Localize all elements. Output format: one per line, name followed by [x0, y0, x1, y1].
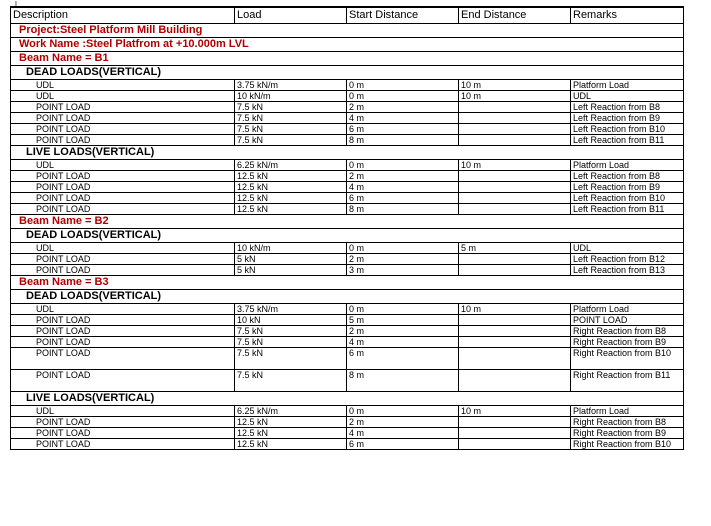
load-group-row	[11, 290, 684, 304]
cell-description: POINT LOAD	[11, 124, 235, 135]
cell-start-distance: 4 m	[347, 182, 459, 193]
cell-end-distance	[459, 135, 571, 146]
cell-load: 5 kN	[235, 265, 347, 276]
table-row	[11, 304, 684, 315]
cell-end-distance	[459, 171, 571, 182]
cell-start-distance: 6 m	[347, 124, 459, 135]
cell-remarks: Left Reaction from B11	[571, 204, 684, 215]
cell-remarks: Platform Load	[571, 80, 684, 91]
table-row	[11, 102, 684, 113]
cell-end-distance: 10 m	[459, 160, 571, 171]
cell-end-distance	[459, 315, 571, 326]
cell-remarks: Left Reaction from B13	[571, 265, 684, 276]
load-table	[10, 6, 684, 450]
cell-end-distance: 10 m	[459, 91, 571, 102]
cell-remarks: Left Reaction from B10	[571, 193, 684, 204]
beam-name: Beam Name = B1	[11, 52, 684, 66]
cell-start-distance: 2 m	[347, 102, 459, 113]
table-row	[11, 204, 684, 215]
cell-load: 7.5 kN	[235, 102, 347, 113]
load-group-row	[11, 229, 684, 243]
table-row	[11, 439, 684, 450]
cell-description: UDL	[11, 406, 235, 417]
cell-start-distance: 2 m	[347, 171, 459, 182]
cell-start-distance: 2 m	[347, 417, 459, 428]
cell-remarks: Left Reaction from B10	[571, 124, 684, 135]
load-group-title: LIVE LOADS(VERTICAL)	[11, 146, 684, 160]
table-row	[11, 315, 684, 326]
cell-start-distance: 0 m	[347, 91, 459, 102]
table-row	[11, 135, 684, 146]
cell-load: 3.75 kN/m	[235, 304, 347, 315]
cell-description: POINT LOAD	[11, 254, 235, 265]
cell-load: 7.5 kN	[235, 326, 347, 337]
cell-load: 7.5 kN	[235, 337, 347, 348]
cell-end-distance: 10 m	[459, 304, 571, 315]
cell-end-distance	[459, 124, 571, 135]
column-header-description[interactable]: Description	[11, 7, 235, 24]
cell-remarks: Left Reaction from B11	[571, 135, 684, 146]
cell-remarks: Left Reaction from B12	[571, 254, 684, 265]
table-row	[11, 348, 684, 370]
cell-description: POINT LOAD	[11, 370, 235, 392]
cell-description: UDL	[11, 80, 235, 91]
cell-description: POINT LOAD	[11, 265, 235, 276]
cell-remarks: Right Reaction from B9	[571, 428, 684, 439]
table-header-row	[11, 7, 684, 24]
cell-end-distance	[459, 370, 571, 392]
cell-remarks: Right Reaction from B9	[571, 337, 684, 348]
beam-name-row	[11, 215, 684, 229]
cell-end-distance: 5 m	[459, 243, 571, 254]
cell-description: POINT LOAD	[11, 182, 235, 193]
cell-load: 6.25 kN/m	[235, 406, 347, 417]
cell-load: 12.5 kN	[235, 204, 347, 215]
table-row	[11, 80, 684, 91]
cell-load: 5 kN	[235, 254, 347, 265]
cell-description: POINT LOAD	[11, 439, 235, 450]
beam-name: Beam Name = B2	[11, 215, 684, 229]
cell-remarks: Platform Load	[571, 304, 684, 315]
column-header-start-distance[interactable]: Start Distance	[347, 7, 459, 24]
cell-load: 6.25 kN/m	[235, 160, 347, 171]
cell-description: POINT LOAD	[11, 171, 235, 182]
cell-end-distance: 10 m	[459, 80, 571, 91]
cell-remarks: Right Reaction from B11	[571, 370, 684, 392]
column-header-end-distance[interactable]: End Distance	[459, 7, 571, 24]
table-row	[11, 182, 684, 193]
table-row	[11, 370, 684, 392]
cell-description: POINT LOAD	[11, 326, 235, 337]
cell-description: POINT LOAD	[11, 337, 235, 348]
load-group-title: LIVE LOADS(VERTICAL)	[11, 392, 684, 406]
cell-start-distance: 4 m	[347, 337, 459, 348]
cell-description: POINT LOAD	[11, 315, 235, 326]
cell-load: 10 kN/m	[235, 91, 347, 102]
beam-name-row	[11, 52, 684, 66]
cell-end-distance	[459, 182, 571, 193]
cell-remarks: Right Reaction from B8	[571, 417, 684, 428]
cell-start-distance: 3 m	[347, 265, 459, 276]
cell-load: 7.5 kN	[235, 370, 347, 392]
load-group-title: DEAD LOADS(VERTICAL)	[11, 66, 684, 80]
cell-start-distance: 0 m	[347, 304, 459, 315]
cell-load: 3.75 kN/m	[235, 80, 347, 91]
load-group-row	[11, 146, 684, 160]
table-row	[11, 124, 684, 135]
column-header-load[interactable]: Load	[235, 7, 347, 24]
cell-remarks: UDL	[571, 91, 684, 102]
load-table-sheet	[10, 6, 683, 450]
cell-load: 12.5 kN	[235, 193, 347, 204]
cell-end-distance	[459, 204, 571, 215]
load-group-row	[11, 66, 684, 80]
cell-description: UDL	[11, 243, 235, 254]
cell-remarks: Right Reaction from B8	[571, 326, 684, 337]
table-row	[11, 171, 684, 182]
cell-start-distance: 6 m	[347, 348, 459, 370]
table-row	[11, 265, 684, 276]
cell-remarks: Right Reaction from B10	[571, 439, 684, 450]
cell-load: 7.5 kN	[235, 113, 347, 124]
cell-remarks: Left Reaction from B8	[571, 171, 684, 182]
table-row	[11, 254, 684, 265]
cell-remarks: Left Reaction from B8	[571, 102, 684, 113]
cell-end-distance	[459, 265, 571, 276]
beam-name-row	[11, 276, 684, 290]
cell-end-distance	[459, 348, 571, 370]
table-row	[11, 193, 684, 204]
cell-description: POINT LOAD	[11, 417, 235, 428]
table-row	[11, 337, 684, 348]
cell-load: 12.5 kN	[235, 417, 347, 428]
cell-load: 7.5 kN	[235, 124, 347, 135]
cell-end-distance	[459, 113, 571, 124]
project-row	[11, 24, 684, 38]
cell-remarks: POINT LOAD	[571, 315, 684, 326]
load-group-row	[11, 392, 684, 406]
table-row	[11, 243, 684, 254]
cell-start-distance: 6 m	[347, 193, 459, 204]
load-group-title: DEAD LOADS(VERTICAL)	[11, 290, 684, 304]
cell-remarks: Platform Load	[571, 160, 684, 171]
cell-end-distance	[459, 417, 571, 428]
cell-description: POINT LOAD	[11, 113, 235, 124]
table-row	[11, 417, 684, 428]
cell-remarks: Right Reaction from B10	[571, 348, 684, 370]
table-body	[11, 24, 684, 450]
cell-end-distance	[459, 439, 571, 450]
cell-start-distance: 4 m	[347, 113, 459, 124]
cell-start-distance: 8 m	[347, 135, 459, 146]
cell-start-distance: 8 m	[347, 370, 459, 392]
table-row	[11, 91, 684, 102]
table-row	[11, 326, 684, 337]
table-row	[11, 406, 684, 417]
cell-start-distance: 5 m	[347, 315, 459, 326]
cell-remarks: Left Reaction from B9	[571, 182, 684, 193]
cell-load: 10 kN/m	[235, 243, 347, 254]
cell-end-distance	[459, 428, 571, 439]
cell-remarks: Left Reaction from B9	[571, 113, 684, 124]
cell-start-distance: 0 m	[347, 80, 459, 91]
cell-start-distance: 0 m	[347, 243, 459, 254]
cell-start-distance: 6 m	[347, 439, 459, 450]
work-name-title: Work Name :Steel Platfrom at +10.000m LVL	[11, 38, 684, 52]
beam-name: Beam Name = B3	[11, 276, 684, 290]
cell-description: UDL	[11, 160, 235, 171]
table-row	[11, 113, 684, 124]
cell-end-distance	[459, 337, 571, 348]
cell-load: 12.5 kN	[235, 182, 347, 193]
cell-description: POINT LOAD	[11, 193, 235, 204]
project-title: Project:Steel Platform Mill Building	[11, 24, 684, 38]
cell-description: UDL	[11, 304, 235, 315]
cell-remarks: UDL	[571, 243, 684, 254]
cell-description: POINT LOAD	[11, 102, 235, 113]
cell-end-distance	[459, 102, 571, 113]
cell-start-distance: 4 m	[347, 428, 459, 439]
cell-load: 7.5 kN	[235, 135, 347, 146]
cell-start-distance: 2 m	[347, 326, 459, 337]
cell-load: 12.5 kN	[235, 439, 347, 450]
table-row	[11, 160, 684, 171]
cell-start-distance: 0 m	[347, 406, 459, 417]
cell-end-distance	[459, 326, 571, 337]
cell-description: POINT LOAD	[11, 428, 235, 439]
cell-load: 12.5 kN	[235, 428, 347, 439]
cell-start-distance: 2 m	[347, 254, 459, 265]
cell-load: 7.5 kN	[235, 348, 347, 370]
load-group-title: DEAD LOADS(VERTICAL)	[11, 229, 684, 243]
cell-description: POINT LOAD	[11, 348, 235, 370]
work-name-row	[11, 38, 684, 52]
table-row	[11, 428, 684, 439]
cell-load: 10 kN	[235, 315, 347, 326]
cell-end-distance	[459, 254, 571, 265]
cell-remarks: Platform Load	[571, 406, 684, 417]
cell-description: UDL	[11, 91, 235, 102]
cell-load: 12.5 kN	[235, 171, 347, 182]
cell-start-distance: 0 m	[347, 160, 459, 171]
cell-start-distance: 8 m	[347, 204, 459, 215]
cell-end-distance: 10 m	[459, 406, 571, 417]
cell-end-distance	[459, 193, 571, 204]
cell-description: POINT LOAD	[11, 135, 235, 146]
column-header-remarks[interactable]: Remarks	[571, 7, 684, 24]
cell-description: POINT LOAD	[11, 204, 235, 215]
text-cursor-icon: I	[15, 1, 17, 8]
